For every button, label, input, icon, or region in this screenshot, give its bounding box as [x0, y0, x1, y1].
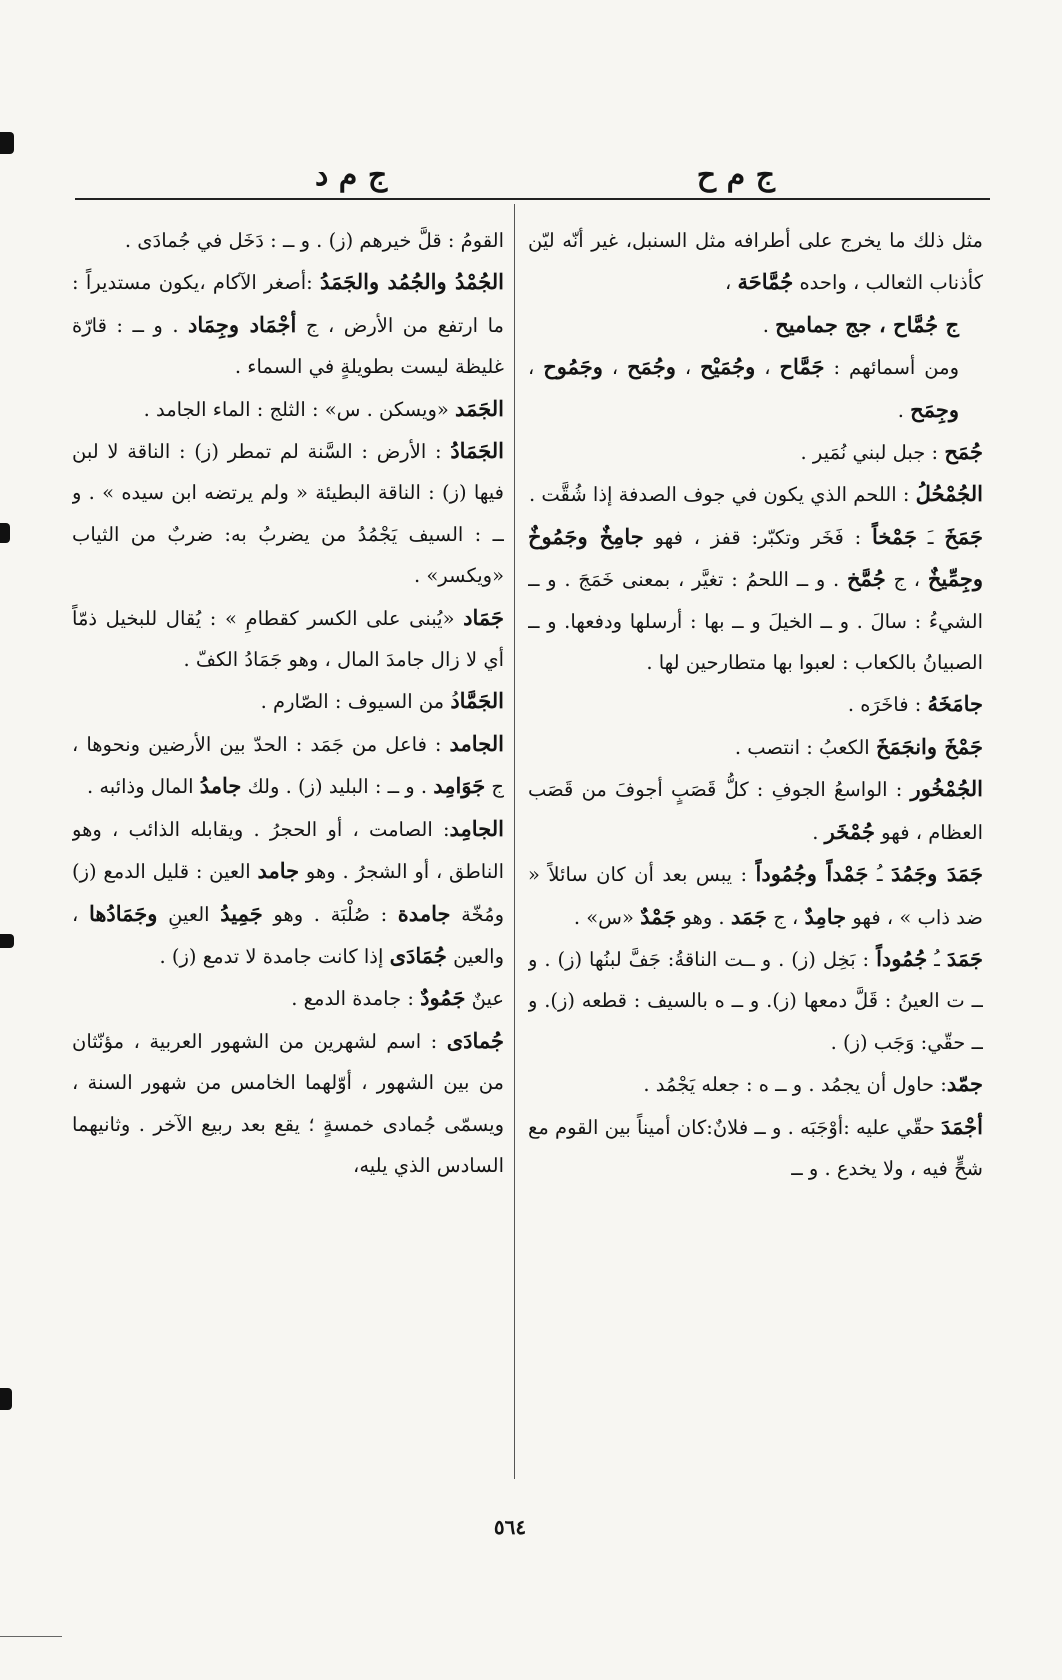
headword: وجُمَيْح	[700, 354, 756, 380]
definition-text: ، والعين	[72, 902, 504, 968]
definition-text: ،	[602, 356, 628, 380]
headword: جُمَّخ	[847, 566, 886, 592]
definition-text: العينِ	[157, 902, 221, 926]
definition-text: «ويسكن . س» : الثلج : الماء الجامد .	[143, 397, 456, 421]
scan-mark-1	[0, 132, 14, 154]
headword: الجُمْحُلُ	[915, 481, 983, 507]
definition-text: المال وذائبه .	[86, 775, 200, 799]
headword: جمّد	[946, 1071, 983, 1097]
headword: وجَمَادُها	[88, 900, 158, 926]
definition-text: : جبل لبني نُمَير .	[800, 441, 945, 465]
definition-text: .	[897, 398, 911, 422]
footer-rule	[0, 1636, 62, 1637]
definition-text: ، ج	[885, 568, 928, 592]
definition-text: : الواسعُ الجوفِ : كلُّ قَصَبٍ أجوفَ من قَصَب العظام ، فهو	[528, 778, 983, 844]
right-column-entry	[528, 473, 983, 515]
left-column-entry	[72, 808, 504, 978]
right-column-entry	[528, 683, 983, 725]
left-column-entry	[72, 723, 504, 808]
definition-text: . و ــ : البليد (ز) . ولك	[241, 775, 434, 799]
left-column-entry	[72, 220, 504, 261]
definition-text: .	[812, 820, 825, 844]
definition-text: ، ج	[767, 905, 805, 929]
definition-text: : اللحم الذي يكون في جوف الصدفة إذا شُقَّت .	[528, 483, 916, 507]
headword: وجَمُوح	[543, 354, 603, 380]
right-column-entry	[528, 304, 983, 346]
headword: جَمِيدُ	[220, 900, 263, 926]
left-column-entry	[72, 261, 504, 387]
headword: الجَمَادُ	[450, 438, 504, 464]
headword: الجَمَّاد	[450, 688, 504, 714]
definition-text: حقّي عليه :أوْجَبَه . و ــ فلانٌ:كان أميناً بين القوم مع شحٍّ فيه ، ولا يخدع . و ــ	[528, 1115, 983, 1180]
left-column-entry	[72, 1020, 504, 1187]
definition-text: ـَ	[917, 525, 945, 549]
left-column-entry	[72, 680, 504, 722]
definition-text: . و ــ : قارّة غليظة ليست بطويلةٍ في السماء .	[72, 313, 504, 379]
page-header	[75, 158, 990, 194]
definition-text: ومن أسمائهم :	[824, 356, 959, 380]
header-root-left: ج م د	[315, 158, 388, 193]
definition-text: ،	[528, 356, 544, 380]
definition-text: ـُ	[927, 947, 947, 971]
definition-text: : فاخَرَه .	[847, 693, 928, 717]
definition-text: «يُبنى على الكسر كقطامِ » : يُقال للبخيل ذمّاً أي لا زال جامدَ المال ، وهو جَمَادُ الكفّ .	[72, 606, 504, 672]
definition-text: مثل ذلك ما يخرج على أطرافه مثل السنبل، غير أنّه ليّن كأذناب الثعالب ، واحده	[528, 229, 983, 295]
definition-text: :أصغر الآكام ،يكون مستديراً : ما ارتفع من الأرض ، ج	[72, 271, 504, 337]
headword: جَمْداً وجُمُوداً	[755, 861, 869, 887]
definition-text: : يبس بعد أن كان سائلاً « ضد ذاب » ، فهو	[528, 863, 983, 929]
headword: جَمَخَ	[944, 523, 983, 549]
headword: جَمَاد	[463, 604, 504, 630]
right-column-entry	[528, 516, 983, 684]
definition-text: : الأرض : السَّنة لم تمطر (ز) : الناقة لا لبن فيها (ز) : الناقة البطيئة « ولم يرتضه ابن سيده » . و ــ : السيف يَجْمُدُ من يضربُ به: ضربٌ من الثياب «ويكسر» .	[72, 440, 504, 588]
page-number: ٥٦٤	[493, 1515, 527, 1539]
left-column-entry	[72, 977, 504, 1019]
left-column-entry	[72, 597, 504, 681]
headword: جَمَدَ وجَمُدَ	[891, 861, 983, 887]
headword: جُمُوداً	[876, 945, 928, 971]
definition-text: «س» .	[573, 905, 641, 929]
right-column-entry	[528, 938, 983, 1063]
definition-text: إذا كانت جامدة لا تدمع (ز) .	[159, 944, 390, 968]
header-rule	[75, 198, 990, 200]
headword: الجُمْخُور	[910, 776, 983, 802]
definition-text: العين : قليل الدمع (ز) ومُخّة	[72, 860, 504, 926]
right-column-entry	[528, 1063, 983, 1105]
headword: جُمَادَى	[389, 942, 447, 968]
right-column	[528, 220, 983, 1480]
scan-mark-4	[0, 1388, 12, 1410]
definition-text: . وهو	[676, 905, 731, 929]
right-column-entry	[528, 768, 983, 853]
headword: أجْمَدَ	[941, 1113, 983, 1139]
headword: جَمَدَ	[946, 945, 983, 971]
definition-text: : حاول أن يجمُد . و ــ ه : جعله يَجْمُد .	[643, 1073, 947, 1097]
left-column	[72, 220, 504, 1480]
headword: ج جُمَّاح ، جج جماميح	[775, 311, 959, 337]
headword: جامَخَهُ	[927, 691, 983, 717]
definition-text: .	[762, 313, 776, 337]
headword: جَمْخاً	[871, 523, 918, 549]
definition-text: : فَخَر وتكبّر: قفز ، فهو	[643, 525, 872, 549]
definition-text: ،	[755, 356, 780, 380]
left-column-entry	[72, 430, 504, 597]
right-column-entry	[528, 1106, 983, 1190]
headword: جَمْدٌ	[640, 903, 677, 929]
headword: جامدة	[397, 900, 451, 926]
definition-text: : اسم لشهرين من الشهور العربية ، مؤنّثان من بين الشهور ، أوّلهما الخامس من شهور السنة ، ويسمّى جُمادى خمسةٍ ؛ يقع بعد ربيع الآخر . وثانيهما السادس الذي يليه،	[72, 1029, 504, 1177]
headword: وجِمَح	[910, 396, 959, 422]
headword: أجْمَاد وجِمَاد	[188, 311, 297, 337]
headword: الجُمْدُ والجُمُد والجَمَدُ	[320, 269, 504, 295]
right-column-entry	[528, 431, 983, 473]
headword: جُمادَى	[446, 1027, 504, 1053]
definition-text: ـُ	[868, 863, 891, 887]
column-separator	[514, 204, 515, 1479]
definition-text: عينٌ	[465, 987, 504, 1011]
headword: جَمُودٌ	[420, 985, 466, 1011]
right-column-entry	[528, 346, 983, 431]
headword: جُمَّاحَة	[737, 269, 794, 295]
headword: وجُمَح	[627, 354, 676, 380]
definition-text: : صُلْبَة . وهو	[262, 902, 398, 926]
headword: جامِدٌ	[804, 903, 847, 929]
scan-mark-2	[0, 523, 10, 543]
header-root-right: ج م ح	[696, 158, 775, 193]
headword: جَمَد	[730, 903, 767, 929]
headword: جامِخٌ وجَمُوخٌ وجِمِّيخٌ	[528, 523, 983, 592]
definition-text: ُ من السيوف : الصّارم .	[260, 690, 451, 714]
definition-text: : فاعل من جَمَد : الحدّ بين الأرضين ونحوها ، ج	[72, 732, 504, 799]
right-column-entry	[528, 726, 983, 768]
definition-text: : الصامت ، أو الحجرُ . ويقابله الذائب ، وهو الناطق ، أو الشجرُ . وهو	[72, 817, 504, 884]
definition-text: ،	[675, 356, 701, 380]
headword: الجامِد	[449, 815, 504, 841]
headword: جُمْخَر	[824, 818, 875, 844]
right-column-entry	[528, 853, 983, 938]
definition-text: . و ــ اللحمُ : تغيَّر ، بمعنى خَمَجَ . و ــ الشيءُ : سالَ . و ــ الخيلَ و ــ بها : أرسلها ودفعها. و ــ الصبيانُ بالكعاب : لعبوا بها متطارحين لها .	[528, 568, 983, 675]
left-column-entry	[72, 388, 504, 430]
definition-text: : بَخِل (ز) . و ــت الناقةُ: جَفَّ لبنُها (ز) . و ــ ت العينُ : قَلَّ دمعها (ز). و ــ ه بالسيف : قطعه (ز). و ــ حقّي: وَجَب (ز) .	[528, 947, 983, 1054]
scan-mark-3	[0, 934, 14, 948]
headword: جُمَح	[944, 439, 983, 465]
definition-text: ،	[724, 271, 738, 295]
headword: جامد	[257, 858, 300, 884]
definition-text: الكعبُ : انتصب .	[734, 735, 876, 759]
headword: جَمَّاح	[779, 354, 825, 380]
headword: جَوَامِد	[433, 773, 486, 799]
definition-text: : جامدة الدمع .	[291, 987, 421, 1011]
headword: جَمْخَ وانجَمَخَ	[875, 733, 983, 759]
right-column-entry	[528, 220, 983, 304]
definition-text: القومُ : قلَّ خيرهم (ز) . و ــ : دَخَل في جُمادَى .	[124, 229, 504, 252]
headword: الجَمَد	[455, 395, 504, 421]
headword: الجامد	[449, 730, 504, 756]
headword: جامدُ	[199, 773, 242, 799]
